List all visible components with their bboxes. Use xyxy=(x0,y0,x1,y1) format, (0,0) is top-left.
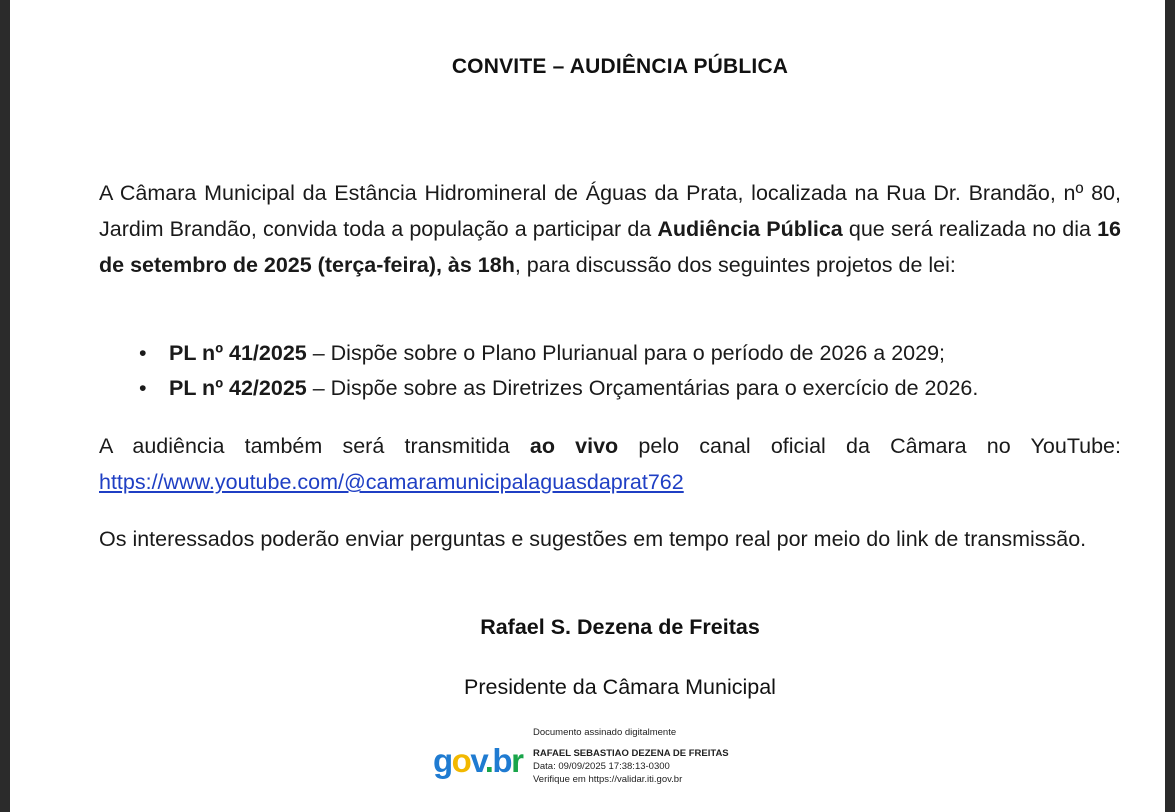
list-item xyxy=(99,336,1121,371)
signature-line: Documento assinado digitalmente xyxy=(533,727,677,738)
signature-details xyxy=(533,726,729,786)
bill-description: – Dispõe sobre o Plano Plurianual para o período de 2026 a 2029; xyxy=(306,341,946,365)
youtube-link[interactable]: https://www.youtube.com/@camaramunicipalaguasdaprat762 xyxy=(99,470,684,494)
bill-code: PL nº 42/2025 xyxy=(169,376,307,400)
list-item xyxy=(99,371,1121,406)
bullet: • xyxy=(139,341,147,365)
bills-list xyxy=(99,336,1121,406)
live-label: ao vivo xyxy=(529,434,619,458)
paragraph-text: , para discussão dos seguintes projetos de lei: xyxy=(514,253,956,277)
digital-signature-stamp xyxy=(433,726,753,796)
hearing-date: 16 de setembro de 2025 (terça-feira), às 18h xyxy=(99,217,1121,277)
paragraph-text: A Câmara Municipal da Estância Hidromineral de Águas da Prata, localizada na Rua Dr. Brandão, nº 80, Jardim Brandão, convida toda a população a participar da xyxy=(99,181,1121,241)
hearing-label: Audiência Pública xyxy=(657,217,843,241)
questions-paragraph: Os interessados poderão enviar perguntas e sugestões em tempo real por meio do link de transmissão. xyxy=(99,527,1087,551)
signatory-role: Presidente da Câmara Municipal xyxy=(464,675,776,699)
signer-name: RAFAEL SEBASTIAO DEZENA DE FREITAS xyxy=(533,748,729,759)
verify-text: Verifique em https://validar.iti.gov.br xyxy=(533,774,683,785)
paragraph-text: A audiência também será transmitida xyxy=(99,434,530,458)
bill-code: PL nº 41/2025 xyxy=(169,341,307,365)
invitation-paragraph xyxy=(99,175,1121,283)
paragraph-text: que será realizada no dia xyxy=(842,217,1098,241)
signatory-name: Rafael S. Dezena de Freitas xyxy=(480,615,760,639)
govbr-logo: gov.br xyxy=(433,742,523,779)
broadcast-paragraph xyxy=(99,428,1121,500)
document-page xyxy=(10,0,1165,812)
signature-date: Data: 09/09/2025 17:38:13-0300 xyxy=(533,761,670,772)
bill-description: – Dispõe sobre as Diretrizes Orçamentárias para o exercício de 2026. xyxy=(306,376,979,400)
paragraph-text: pelo canal oficial da Câmara no YouTube: xyxy=(618,434,1121,458)
document-title: CONVITE – AUDIÊNCIA PÚBLICA xyxy=(451,55,789,78)
bullet: • xyxy=(139,376,147,400)
